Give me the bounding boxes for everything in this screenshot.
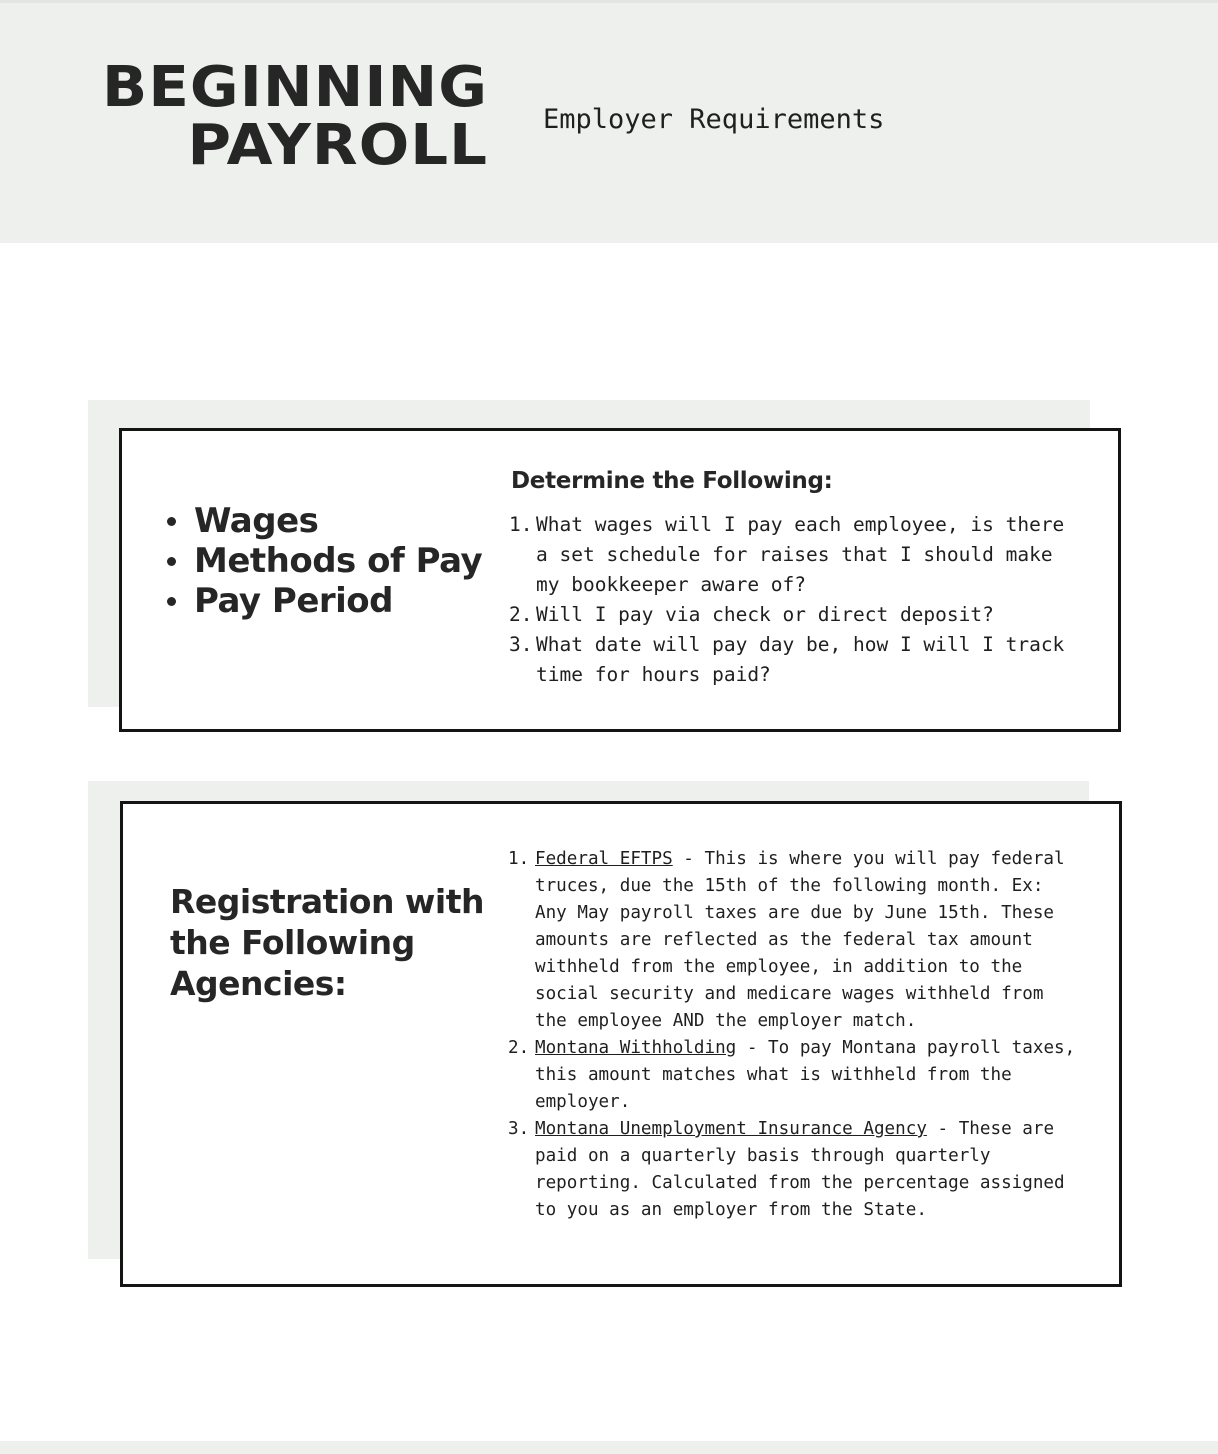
bullet-label: Methods of Pay (194, 541, 483, 581)
list-item (162, 581, 482, 621)
agency-list (508, 846, 1078, 1224)
list-item (509, 600, 1069, 630)
item-number: 3. (508, 1119, 530, 1139)
title-line-1: BEGINNING (102, 55, 488, 120)
item-number: 1. (508, 849, 530, 869)
bullet-label: Pay Period (194, 581, 393, 621)
bullet-dot (167, 517, 176, 526)
item-text: - These are paid on a quarterly basis through quarterly reporting. Calculated from the percentage assigned to you as an employer from the State. (535, 1119, 1065, 1220)
section2-card (120, 801, 1122, 1287)
determine-heading: Determine the Following: (511, 468, 833, 494)
agency-name: Federal EFTPS (535, 849, 673, 869)
page-subtitle: Employer Requirements (543, 104, 885, 135)
section1-card (119, 428, 1121, 732)
item-text: - To pay Montana payroll taxes, this amount matches what is withheld from the employer. (535, 1038, 1076, 1112)
item-text: - This is where you will pay federal truces, due the 15th of the following month. Ex: Any May payroll taxes are due by June 15th. These amounts are reflected as the federal tax amount withheld from the employee, in addition to the social security and medicare wages withheld from the employee AND the employer match. (535, 849, 1065, 1031)
item-text: What date will pay day be, how I will I track time for hours paid? (536, 633, 1065, 686)
item-number: 3. (509, 633, 533, 656)
agency-name: Montana Unemployment Insurance Agency (535, 1119, 927, 1139)
item-number: 2. (508, 1038, 530, 1058)
list-item (508, 846, 1078, 1035)
determine-list (509, 510, 1069, 690)
item-number: 2. (509, 603, 533, 626)
list-item (162, 541, 482, 581)
header-band (0, 0, 1218, 243)
page-title (62, 55, 488, 178)
item-number: 1. (509, 513, 533, 536)
list-item (509, 510, 1069, 600)
bullet-label: Wages (194, 501, 319, 541)
agency-name: Montana Withholding (535, 1038, 737, 1058)
bullet-dot (167, 557, 176, 566)
footer-band (0, 1441, 1218, 1454)
item-text: Will I pay via check or direct deposit? (536, 603, 994, 626)
list-item (509, 630, 1069, 690)
list-item (508, 1116, 1078, 1224)
list-item (162, 501, 482, 541)
topic-bullet-list (162, 501, 482, 621)
bullet-dot (167, 597, 176, 606)
item-text: What wages will I pay each employee, is there a set schedule for raises that I should make my bookkeeper aware of? (536, 513, 1065, 596)
list-item (508, 1035, 1078, 1116)
title-line-2: PAYROLL (187, 113, 488, 178)
registration-heading: Registration with the Following Agencies: (170, 882, 484, 1003)
